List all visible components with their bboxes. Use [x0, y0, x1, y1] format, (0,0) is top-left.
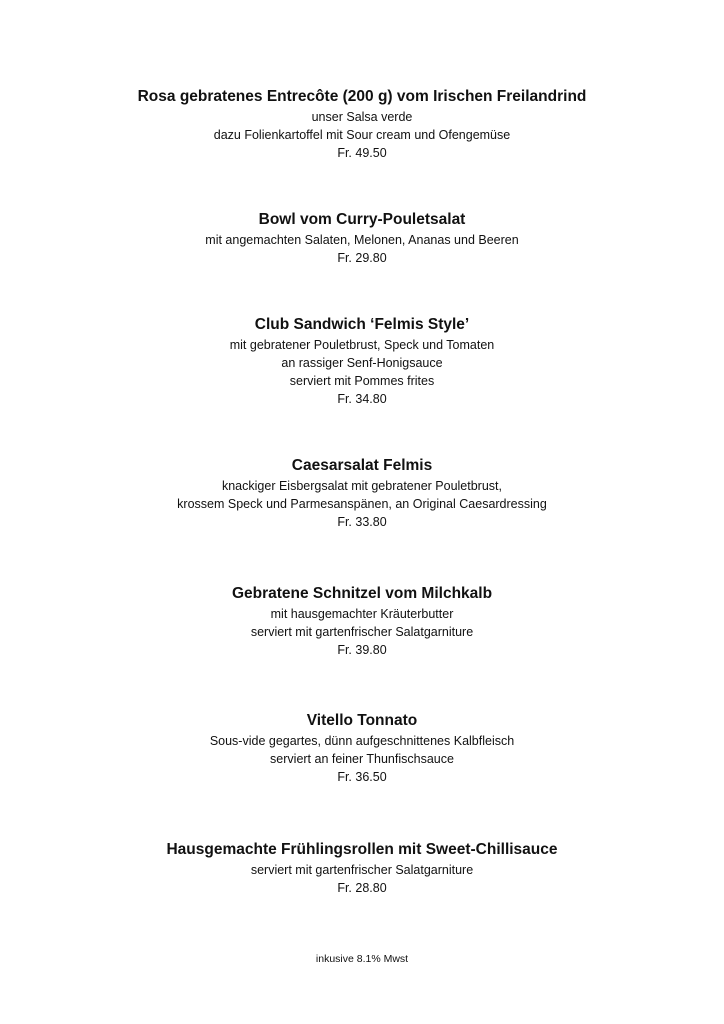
dish-description-line: mit angemachten Salaten, Melonen, Ananas und Beeren — [205, 233, 519, 247]
dish-title: Vitello Tonnato — [306, 712, 418, 729]
dish-title: Rosa gebratenes Entrecôte (200 g) vom Irischen Freilandrind — [137, 88, 587, 105]
menu-item-club-sandwich — [0, 315, 724, 408]
dish-title: Hausgemachte Frühlingsrollen mit Sweet-Chillisauce — [166, 841, 558, 858]
menu-item-caesarsalat — [0, 456, 724, 531]
dish-price: Fr. 28.80 — [337, 881, 387, 895]
dish-price: Fr. 33.80 — [337, 515, 387, 529]
menu-item-schnitzel — [0, 584, 724, 659]
dish-title: Bowl vom Curry-Pouletsalat — [258, 211, 466, 228]
dish-price: Fr. 36.50 — [337, 770, 387, 784]
dish-title: Caesarsalat Felmis — [291, 457, 433, 474]
menu-item-curry-bowl — [0, 210, 724, 267]
menu-item-entrecote — [0, 87, 724, 162]
dish-description-line: serviert an feiner Thunfischsauce — [270, 752, 454, 766]
dish-description-line: unser Salsa verde — [311, 110, 413, 124]
dish-title: Gebratene Schnitzel vom Milchkalb — [231, 585, 493, 602]
dish-description-line: mit hausgemachter Kräuterbutter — [270, 607, 454, 621]
dish-description-line: serviert mit gartenfrischer Salatgarniture — [250, 625, 474, 639]
dish-description-line: dazu Folienkartoffel mit Sour cream und Ofengemüse — [213, 128, 511, 142]
dish-description-line: knackiger Eisbergsalat mit gebratener Pouletbrust, — [221, 479, 502, 493]
dish-price: Fr. 29.80 — [337, 251, 387, 265]
dish-price: Fr. 34.80 — [337, 392, 387, 406]
dish-price: Fr. 39.80 — [337, 643, 387, 657]
dish-description-line: Sous-vide gegartes, dünn aufgeschnittenes Kalbfleisch — [209, 734, 515, 748]
dish-description-line: an rassiger Senf-Honigsauce — [281, 356, 443, 370]
dish-description-line: serviert mit gartenfrischer Salatgarniture — [250, 863, 474, 877]
dish-description-line: krossem Speck und Parmesanspänen, an Original Caesardressing — [177, 497, 547, 511]
vat-note: inkusive 8.1% Mwst — [315, 953, 409, 965]
dish-description-line: serviert mit Pommes frites — [289, 374, 435, 388]
dish-title: Club Sandwich ‘Felmis Style’ — [254, 316, 470, 333]
menu-item-vitello-tonnato — [0, 711, 724, 786]
dish-description-line: mit gebratener Pouletbrust, Speck und Tomaten — [229, 338, 495, 352]
dish-price: Fr. 49.50 — [337, 146, 387, 160]
menu-item-fruehlingsrollen — [0, 840, 724, 897]
